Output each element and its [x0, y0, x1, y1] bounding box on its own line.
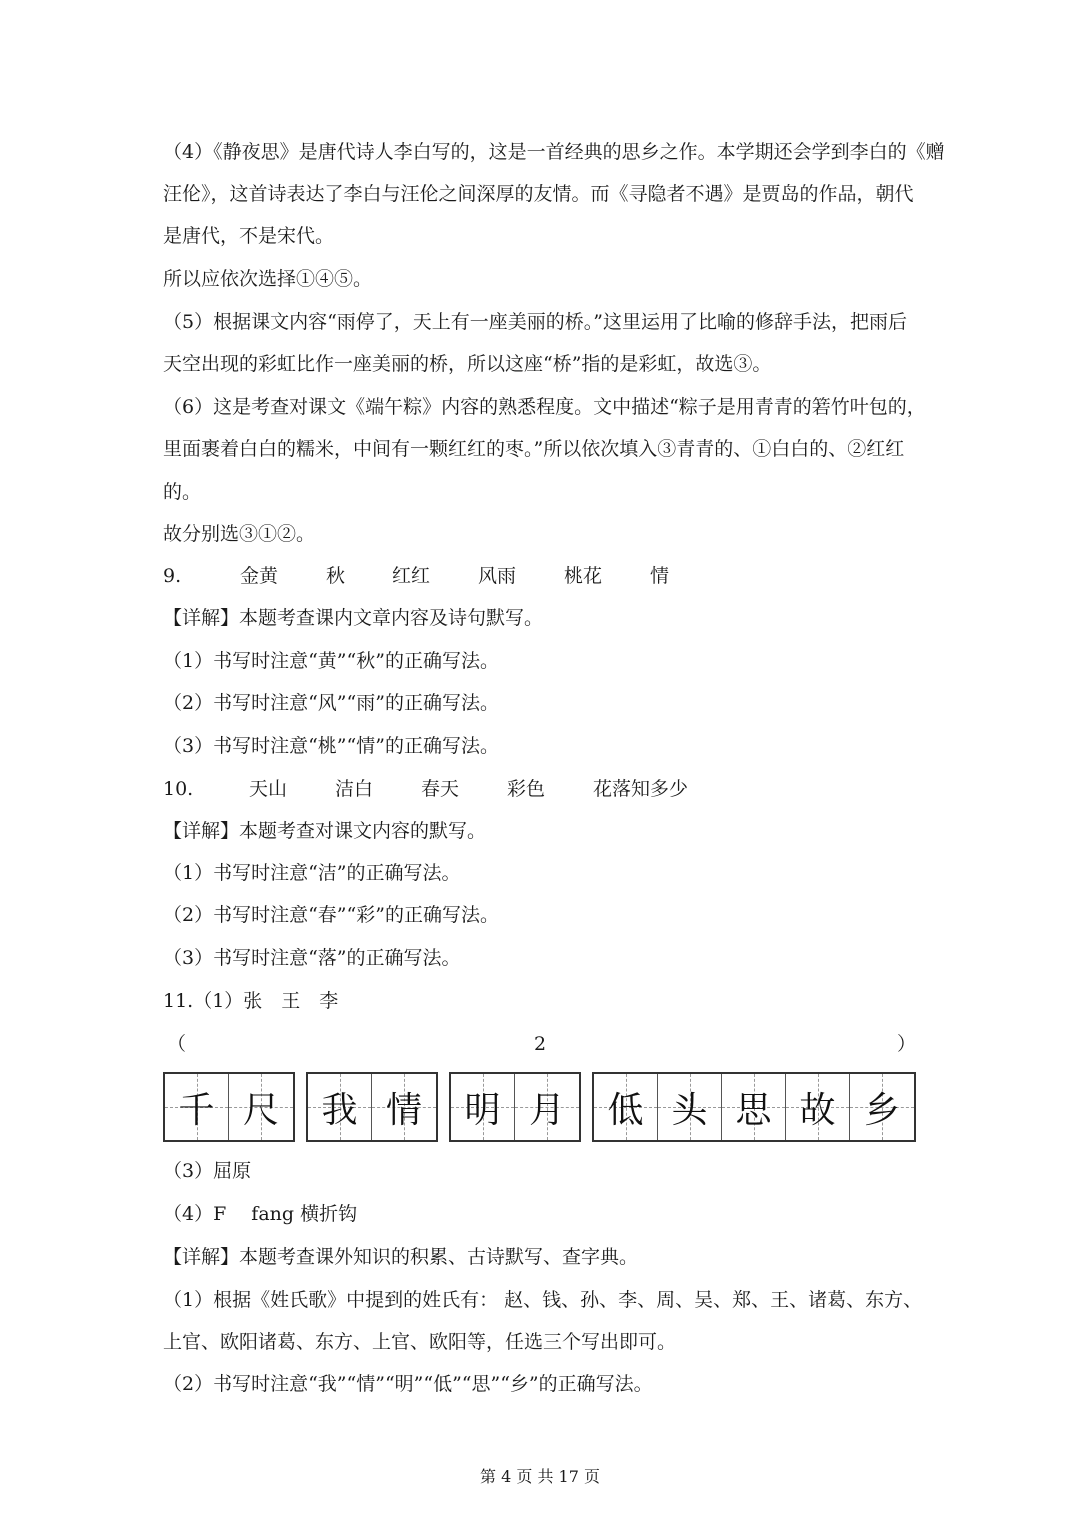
answer-item: 彩色 [507, 778, 546, 800]
note-line: （3）书写时注意“落”的正确写法。 [163, 947, 461, 969]
explain-line: （1）根据《姓氏歌》中提到的姓氏有： 赵、钱、孙、李、周、吴、郑、王、诸葛、东方、 [163, 1289, 923, 1311]
answer-item: 洁白 [335, 778, 374, 800]
text-line: 故分别选③①②。 [163, 523, 316, 545]
grid-group [163, 1072, 295, 1142]
q10-answer-row [163, 777, 923, 801]
explain-line: 上官、欧阳诸葛、东方、上官、欧阳等，任选三个写出即可。 [163, 1331, 677, 1353]
question-number: 10. [163, 778, 194, 800]
answer-item: 红红 [392, 565, 431, 587]
text-line: 是唐代，不是宋代。 [163, 225, 335, 247]
answer-item: 春天 [421, 778, 460, 800]
grid-cell: 头 [658, 1074, 722, 1140]
detail-heading: 【详解】本题考查课外知识的积累、古诗默写、查字典。 [163, 1246, 639, 1268]
note-line: （2）书写时注意“春”“彩”的正确写法。 [163, 904, 499, 926]
grid-cell: 月 [515, 1074, 579, 1140]
text-line: 天空出现的彩虹比作一座美丽的桥，所以这座“桥”指的是彩虹，故选③。 [163, 353, 772, 375]
q11-item2-label [163, 1032, 923, 1056]
grid-group [592, 1072, 916, 1142]
explain-line: （2）书写时注意“我”“情”“明”“低”“思”“乡”的正确写法。 [163, 1373, 653, 1395]
note-line: （1）书写时注意“黄”“秋”的正确写法。 [163, 650, 499, 672]
grid-cell: 故 [786, 1074, 850, 1140]
note-line: （1）书写时注意“洁”的正确写法。 [163, 862, 461, 884]
q11-item4: （4）F fang 横折钩 [163, 1203, 358, 1225]
paren-right: ） [897, 1033, 917, 1055]
question-number: 9. [163, 565, 182, 587]
text-line: （5）根据课文内容“雨停了，天上有一座美丽的桥。”这里运用了比喻的修辞手法，把雨后 [163, 311, 908, 333]
q11-first-line: 11.（1）张 王 李 [163, 990, 339, 1012]
answer-item: 情 [650, 565, 670, 587]
text-line: 的。 [163, 481, 202, 503]
grid-cell: 尺 [229, 1074, 293, 1140]
note-line: （3）书写时注意“桃”“情”的正确写法。 [163, 735, 499, 757]
answer-item: 金黄 [240, 565, 279, 587]
text-line: （6）这是考查对课文《端午粽》内容的熟悉程度。文中描述“粽子是用青青的箬竹叶包的， [163, 396, 926, 418]
grid-cell: 乡 [850, 1074, 914, 1140]
grid-cell: 千 [165, 1074, 229, 1140]
text-line: （4）《静夜思》是唐代诗人李白写的，这是一首经典的思乡之作。本学期还会学到李白的《赠 [163, 141, 945, 163]
answer-item: 花落知多少 [593, 778, 689, 800]
text-line: 汪伦》，这首诗表达了李白与汪伦之间深厚的友情。而《寻隐者不遇》是贾岛的作品，朝代 [163, 183, 914, 205]
grid-cell: 明 [451, 1074, 515, 1140]
detail-heading: 【详解】本题考查对课文内容的默写。 [163, 820, 487, 842]
answer-item: 天山 [249, 778, 288, 800]
detail-heading: 【详解】本题考查课内文章内容及诗句默写。 [163, 607, 544, 629]
q9-answer-row [163, 564, 923, 588]
text-line: 所以应依次选择①④⑤。 [163, 268, 373, 290]
grid-cell: 情 [372, 1074, 436, 1140]
item-number: 2 [534, 1033, 547, 1055]
grid-group [306, 1072, 438, 1142]
paren-left: （ [167, 1033, 187, 1055]
note-line: （2）书写时注意“风”“雨”的正确写法。 [163, 692, 499, 714]
grid-cell: 低 [594, 1074, 658, 1140]
answer-item: 秋 [326, 565, 346, 587]
grid-cell: 思 [722, 1074, 786, 1140]
answer-item: 风雨 [478, 565, 517, 587]
answer-item: 桃花 [564, 565, 603, 587]
grid-group [449, 1072, 581, 1142]
q11-item3: （3）屈原 [163, 1160, 252, 1182]
grid-cell: 我 [308, 1074, 372, 1140]
text-line: 里面裹着白白的糯米，中间有一颗红红的枣。”所以依次填入③青青的、①白白的、②红红 [163, 438, 905, 460]
page-footer: 第 4 页 共 17 页 [480, 1467, 600, 1486]
